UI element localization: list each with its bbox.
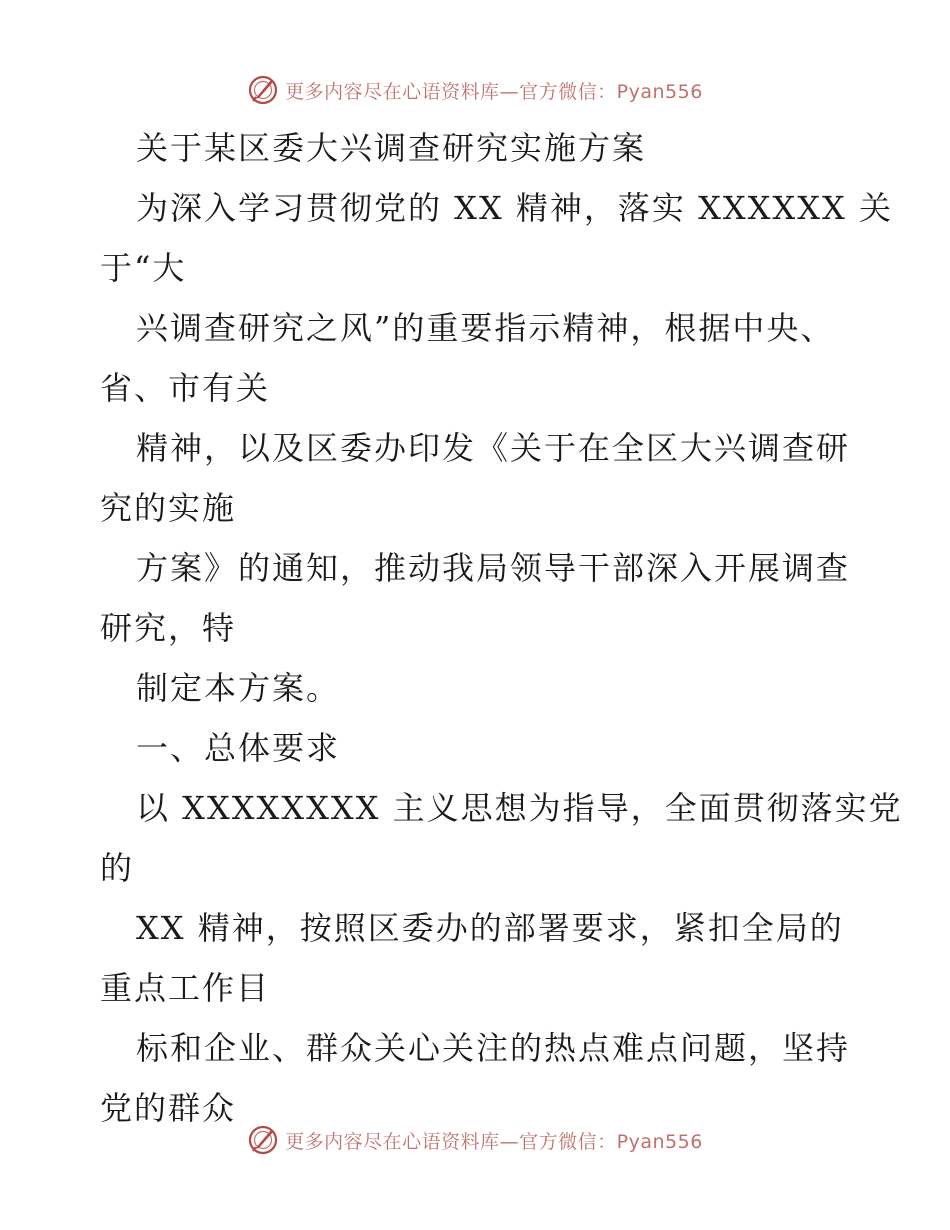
- quill-pen-seal-icon: [247, 1124, 279, 1156]
- text-line: 方案》的通知，推动我局领导干部深入开展调查: [136, 549, 851, 587]
- text-line: 制定本方案。: [136, 669, 341, 707]
- text-line: 党的群众: [100, 1089, 237, 1127]
- text-line: 精神，以及区委办印发《关于在全区大兴调查研: [136, 429, 851, 467]
- watermark-text: 更多内容尽在心语资料库—官方微信：Pyan556: [285, 1130, 703, 1153]
- quill-pen-seal-icon: [247, 74, 279, 106]
- text-line: 研究，特: [100, 609, 237, 647]
- text-line: 一、总体要求: [136, 729, 341, 767]
- text-line: 以 XXXXXXXX 主义思想为指导，全面贯彻落实党: [136, 789, 903, 827]
- text-line: 关于某区委大兴调查研究实施方案: [136, 129, 647, 167]
- watermark-content: [247, 74, 703, 106]
- document-body: [100, 118, 903, 1138]
- text-line: 的: [100, 849, 135, 887]
- text-line: 于“大: [100, 249, 187, 287]
- watermark-banner-bottom: [0, 1122, 950, 1158]
- text-line: 省、市有关: [100, 369, 271, 407]
- text-line: 为深入学习贯彻党的 XX 精神，落实 XXXXXX 关: [136, 189, 893, 227]
- watermark-content: [247, 1124, 703, 1156]
- watermark-banner-top: [0, 72, 950, 108]
- watermark-text: 更多内容尽在心语资料库—官方微信：Pyan556: [285, 80, 703, 103]
- text-line: XX 精神，按照区委办的部署要求，紧扣全局的: [136, 909, 844, 947]
- text-line: 重点工作目: [100, 969, 271, 1007]
- text-line: 究的实施: [100, 489, 237, 527]
- text-line: 标和企业、群众关心关注的热点难点问题，坚持: [136, 1029, 851, 1067]
- text-line: 兴调查研究之风”的重要指示精神，根据中央、: [136, 309, 835, 347]
